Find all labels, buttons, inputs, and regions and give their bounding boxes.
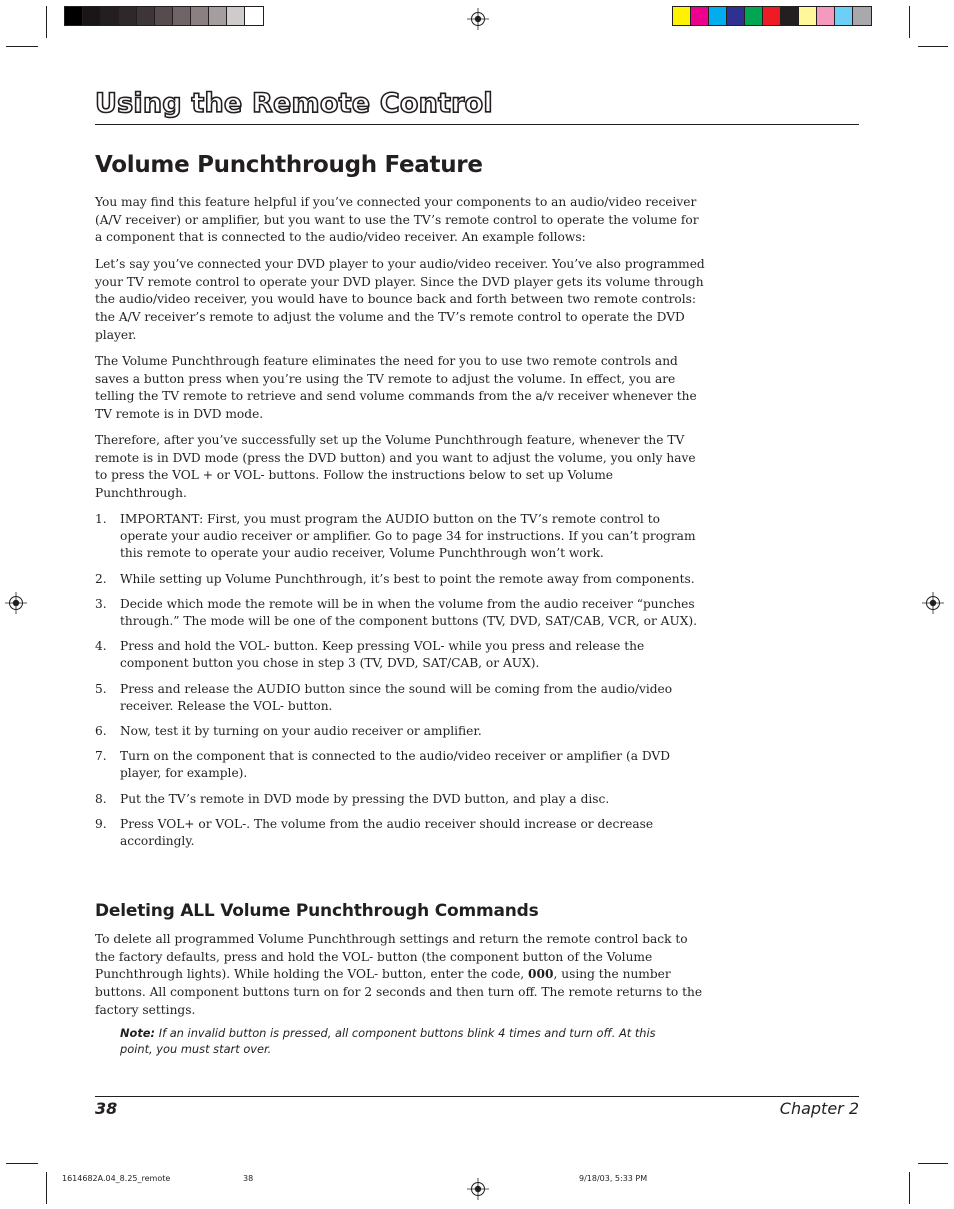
paragraph-therefore: Therefore, after you’ve successfully set up the Volume Punchthrough feature, whenever the TV remote is in DVD mode (press the DVD button) and you want to adjust the volume, you only have to press the VOL + or VOL- buttons. Follow the instructions below to set up Volume Punchthrough. (95, 433, 696, 501)
step-number: 6. (95, 724, 107, 739)
crop-mark (918, 46, 948, 47)
step-number: 5. (95, 681, 107, 696)
color-swatch (709, 7, 727, 25)
color-swatch (745, 7, 763, 25)
color-swatch (119, 7, 137, 25)
color-swatch (191, 7, 209, 25)
color-swatch (781, 7, 799, 25)
color-swatch (245, 7, 263, 25)
color-swatch (799, 7, 817, 25)
delete-code: 000 (528, 967, 554, 982)
registration-mark-icon (922, 592, 944, 614)
step-text: IMPORTANT: First, you must program the AUDIO button on the TV’s remote control to operate your audio receiver or amplifier. Go to page 34 for instructions. If you can’t program this remote to operate your audio receiver, Volume Punchthrough won’t work. (120, 512, 696, 561)
list-item (95, 681, 705, 715)
color-swatch (853, 7, 871, 25)
list-item (95, 748, 705, 782)
list-item (95, 791, 705, 808)
note (120, 1026, 680, 1057)
paragraph-intro: You may find this feature helpful if you’ve connected your components to an audio/video receiver (A/V receiver) or amplifier, but you want to use the TV’s remote control to operate the volume for a component that is connected to the audio/video receiver. An example follows: (95, 195, 699, 245)
step-text: Decide which mode the remote will be in when the volume from the audio receiver “punches through.” The mode will be one of the component buttons (TV, DVD, SAT/CAB, VCR, or AUX). (120, 596, 698, 629)
step-text: Press and release the AUDIO button since the sound will be coming from the audio/video receiver. Release the VOL- button. (120, 681, 673, 713)
paragraph-feature: The Volume Punchthrough feature eliminates the need for you to use two remote controls and saves a button press when you’re using the TV remote to adjust the volume. In effect, you are telling the TV remote to retrieve and send volume commands from the a/v receiver whenever the TV remote is in DVD mode. (95, 354, 697, 422)
color-swatch (155, 7, 173, 25)
registration-mark-icon (467, 8, 489, 30)
paragraph-example: Let’s say you’ve connected your DVD player to your audio/video receiver. You’ve also programmed your TV remote control to operate your DVD player. Since the DVD player gets its volume through the audio/video receiver, you would have to bounce back and forth between two remote controls: the A/V receiver’s remote to adjust the volume and the TV’s remote control to operate the DVD player. (95, 257, 705, 342)
list-item (95, 638, 705, 672)
registration-mark-icon (467, 1178, 489, 1200)
color-swatch (763, 7, 781, 25)
color-swatch (727, 7, 745, 25)
chapter-label: Chapter 2 (779, 1099, 859, 1118)
color-swatch (835, 7, 853, 25)
process-color-bar (672, 6, 872, 26)
slug-page: 38 (243, 1174, 254, 1183)
list-item (95, 571, 705, 588)
note-text: If an invalid button is pressed, all component buttons blink 4 times and turn off. At this point, you must start over. (120, 1026, 656, 1056)
step-number: 9. (95, 816, 107, 831)
crop-mark (46, 1172, 47, 1204)
color-swatch (209, 7, 227, 25)
steps-list (95, 511, 705, 858)
page-number: 38 (95, 1099, 118, 1118)
step-text: While setting up Volume Punchthrough, it’s best to point the remote away from components. (120, 571, 695, 586)
step-text: Now, test it by turning on your audio receiver or amplifier. (120, 724, 482, 739)
step-text: Put the TV’s remote in DVD mode by pressing the DVD button, and play a disc. (120, 791, 610, 806)
paragraph-delete (95, 931, 705, 1020)
delete-text-before: To delete all programmed Volume Punchthrough settings and return the remote control back to the factory defaults, press and hold the VOL- button (the component button of the Volume Punchthrough lights). While holding the VOL- button, enter the code, (95, 932, 688, 982)
color-swatch (227, 7, 245, 25)
delete-text-after: , using the number buttons. All component buttons turn on for 2 seconds and then turn off. The remote returns to the factory settings. (95, 967, 703, 1017)
step-text: Press VOL+ or VOL-. The volume from the audio receiver should increase or decrease accordingly. (120, 816, 654, 849)
color-swatch (691, 7, 709, 25)
color-swatch (83, 7, 101, 25)
list-item (95, 511, 705, 563)
list-item (95, 816, 705, 850)
step-number: 1. (95, 512, 107, 526)
crop-mark (6, 46, 38, 47)
color-swatch (101, 7, 119, 25)
note-label: Note: (120, 1026, 156, 1040)
grayscale-color-bar (64, 6, 264, 26)
step-number: 8. (95, 791, 107, 806)
crop-mark (46, 6, 47, 38)
slug-datetime: 9/18/03, 5:33 PM (579, 1174, 648, 1183)
step-number: 4. (95, 639, 107, 654)
section-title: Volume Punchthrough Feature (95, 152, 483, 178)
color-swatch (173, 7, 191, 25)
slug-filename: 1614682A.04_8.25_remote (62, 1174, 171, 1183)
color-swatch (65, 7, 83, 25)
crop-mark (918, 1163, 948, 1164)
step-number: 2. (95, 571, 107, 586)
color-swatch (673, 7, 691, 25)
subsection-title: Deleting ALL Volume Punchthrough Commands (95, 901, 539, 921)
list-item (95, 723, 705, 740)
crop-mark (909, 1172, 910, 1204)
color-swatch (137, 7, 155, 25)
color-swatch (817, 7, 835, 25)
title-rule (95, 124, 859, 125)
step-number: 3. (95, 596, 107, 611)
step-text: Turn on the component that is connected to the audio/video receiver or amplifier (a DVD player, for example). (120, 749, 670, 781)
step-text: Press and hold the VOL- button. Keep pressing VOL- while you press and release the component button you chose in step 3 (TV, DVD, SAT/CAB, or AUX). (120, 639, 645, 671)
footer-rule (95, 1096, 859, 1097)
crop-mark (909, 6, 910, 38)
step-number: 7. (95, 749, 107, 764)
chapter-title: Using the Remote Control (95, 88, 493, 119)
crop-mark (6, 1163, 38, 1164)
list-item (95, 596, 705, 630)
registration-mark-icon (5, 592, 27, 614)
